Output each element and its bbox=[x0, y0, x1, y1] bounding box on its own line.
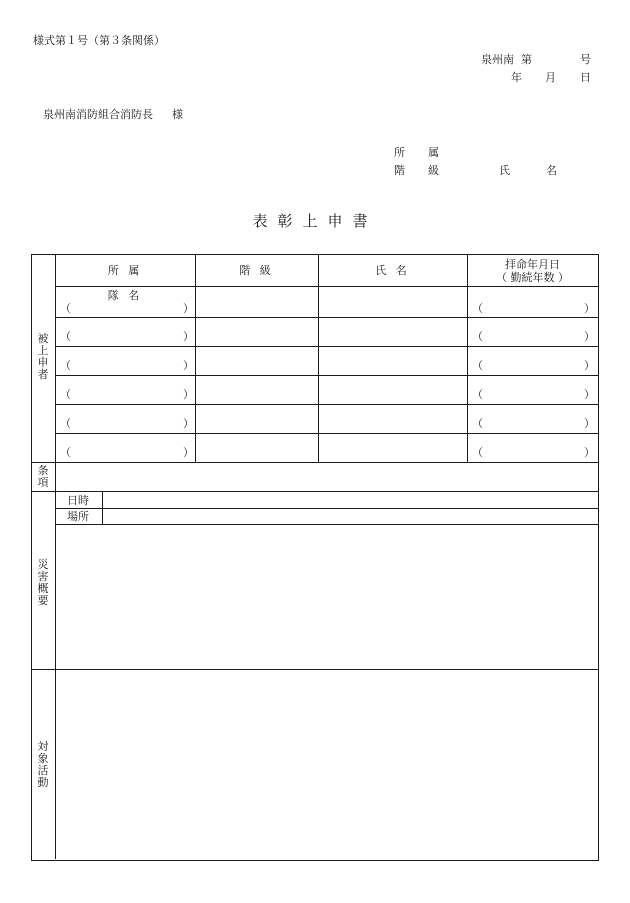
sender-name-char-2: 名 bbox=[546, 164, 557, 177]
paren-close: ） bbox=[584, 417, 595, 430]
document-title: 表彰上申書 bbox=[252, 212, 378, 230]
date-month: 月 bbox=[545, 71, 556, 84]
paren-close: ） bbox=[183, 417, 194, 430]
paren-open: （ bbox=[472, 359, 483, 372]
header-row-divider bbox=[55, 286, 598, 287]
disaster-section-label: 災 害 概 要 bbox=[37, 558, 49, 607]
paren-open: （ bbox=[60, 388, 71, 401]
paren-close: ） bbox=[584, 359, 595, 372]
nominee-section-label: 被 上 申 者 bbox=[37, 332, 49, 381]
section-divider-article bbox=[31, 491, 599, 492]
row-divider bbox=[55, 404, 598, 405]
doc-number-dai: 第 bbox=[521, 53, 532, 66]
paren-close: ） bbox=[584, 388, 595, 401]
addressee-name: 泉州南消防組合消防長 bbox=[43, 108, 153, 121]
datetime-label: 日時 bbox=[67, 494, 89, 507]
paren-open: （ bbox=[60, 359, 71, 372]
form-number: 様式第１号（第３条関係） bbox=[33, 34, 165, 47]
paren-close: ） bbox=[183, 388, 194, 401]
paren-open: （ bbox=[60, 330, 71, 343]
datetime-row-divider bbox=[55, 508, 598, 509]
paren-open: （ bbox=[60, 417, 71, 430]
article-section-label: 条 項 bbox=[37, 464, 49, 489]
datetime-label-divider bbox=[102, 492, 103, 524]
paren-close: ） bbox=[183, 359, 194, 372]
date-day: 日 bbox=[580, 71, 591, 84]
place-label: 場所 bbox=[67, 510, 89, 523]
place-row-divider bbox=[55, 524, 598, 525]
unit-name-label: 隊 名 bbox=[107, 289, 143, 302]
addressee-honorific: 様 bbox=[172, 108, 183, 121]
section-divider-disaster bbox=[31, 669, 599, 670]
column-header-tenure: （ 勤続年数 ） bbox=[496, 271, 569, 284]
section-divider-nominee bbox=[31, 462, 599, 463]
column-header-rank: 階 級 bbox=[239, 264, 274, 277]
paren-open: （ bbox=[60, 302, 71, 315]
paren-close: ） bbox=[584, 302, 595, 315]
paren-close: ） bbox=[584, 330, 595, 343]
doc-number-go: 号 bbox=[580, 53, 591, 66]
paren-open: （ bbox=[472, 446, 483, 459]
sender-affiliation-char-1: 所 bbox=[394, 146, 405, 159]
sender-rank-char-2: 級 bbox=[428, 164, 439, 177]
row-divider bbox=[55, 317, 598, 318]
column-header-appointment: 拝命年月日 bbox=[505, 258, 560, 271]
paren-open: （ bbox=[472, 302, 483, 315]
column-header-name: 氏 名 bbox=[375, 264, 410, 277]
paren-close: ） bbox=[183, 330, 194, 343]
row-divider bbox=[55, 346, 598, 347]
activity-section-label: 対 象 活 動 bbox=[37, 740, 49, 789]
sender-rank-char-1: 階 bbox=[394, 164, 405, 177]
column-header-affiliation: 所 属 bbox=[107, 264, 143, 277]
sender-affiliation-char-2: 属 bbox=[428, 146, 439, 159]
date-year: 年 bbox=[511, 71, 522, 84]
paren-close: ） bbox=[183, 302, 194, 315]
paren-open: （ bbox=[472, 388, 483, 401]
row-divider bbox=[55, 433, 598, 434]
paren-open: （ bbox=[472, 330, 483, 343]
paren-close: ） bbox=[183, 446, 194, 459]
doc-number-prefix: 泉州南 bbox=[481, 53, 514, 66]
sender-name-char-1: 氏 bbox=[499, 164, 510, 177]
row-divider bbox=[55, 375, 598, 376]
paren-open: （ bbox=[60, 446, 71, 459]
paren-open: （ bbox=[472, 417, 483, 430]
paren-close: ） bbox=[584, 446, 595, 459]
